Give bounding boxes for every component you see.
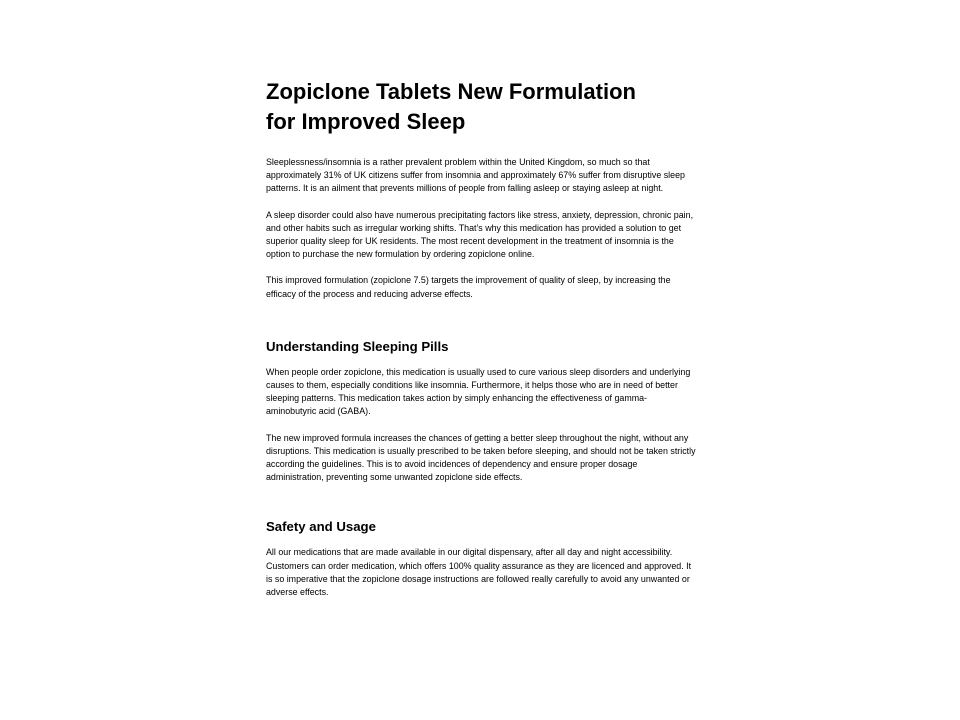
understanding-paragraph-2: The new improved formula increases the chances of getting a better sleep throughout the night, without any disruptions. This medication is usually prescribed to be taken before sleeping, and should not be taken strictly according the guidelines. This is to avoid incidences of dependency and ensure proper dosage administration, preventing some unwanted zopiclone side effects.: [266, 432, 696, 483]
document: [266, 77, 696, 612]
intro-paragraph-2: A sleep disorder could also have numerous precipitating factors like stress, anxiety, depression, chronic pain, and other habits such as irregular working shifts. That’s why this medication has provided a solution to get superior quality sleep for UK residents. The most recent development in the treatment of insomnia is the option to purchase the new formulation by ordering zopiclone online.: [266, 209, 694, 260]
section-heading-safety-and-usage: Safety and Usage: [266, 519, 376, 535]
page-title-line-2: for Improved Sleep: [266, 109, 466, 134]
section-heading-understanding-sleeping-pills: Understanding Sleeping Pills: [266, 338, 449, 354]
page-title: [266, 77, 696, 137]
safety-paragraph-1: All our medications that are made available in our digital dispensary, after all day and night accessibility. Customers can order medication, which offers 100% quality assurance as they are licenced and approved. It is so imperative that the zopiclone dosage instructions are followed really carefully to avoid any unwanted or adverse effects.: [266, 547, 692, 598]
understanding-paragraph-1: When people order zopiclone, this medication is usually used to cure various sleep disorders and underlying causes to them, especially conditions like insomnia. Furthermore, it helps those who are in need of better sleeping patterns. This medication takes action by simply enhancing the effectiveness of gamma-aminobutyric acid (GABA).: [266, 366, 691, 417]
page-title-line-1: Zopiclone Tablets New Formulation: [266, 79, 636, 104]
intro-paragraph-1: Sleeplessness/insomnia is a rather prevalent problem within the United Kingdom, so much so that approximately 31% of UK citizens suffer from insomnia and approximately 67% suffer from disruptive sleep patterns. It is an ailment that prevents millions of people from falling asleep or staying asleep at night.: [266, 157, 685, 194]
intro-paragraph-3: This improved formulation (zopiclone 7.5) targets the improvement of quality of sleep, by increasing the efficacy of the process and reducing adverse effects.: [266, 275, 671, 299]
